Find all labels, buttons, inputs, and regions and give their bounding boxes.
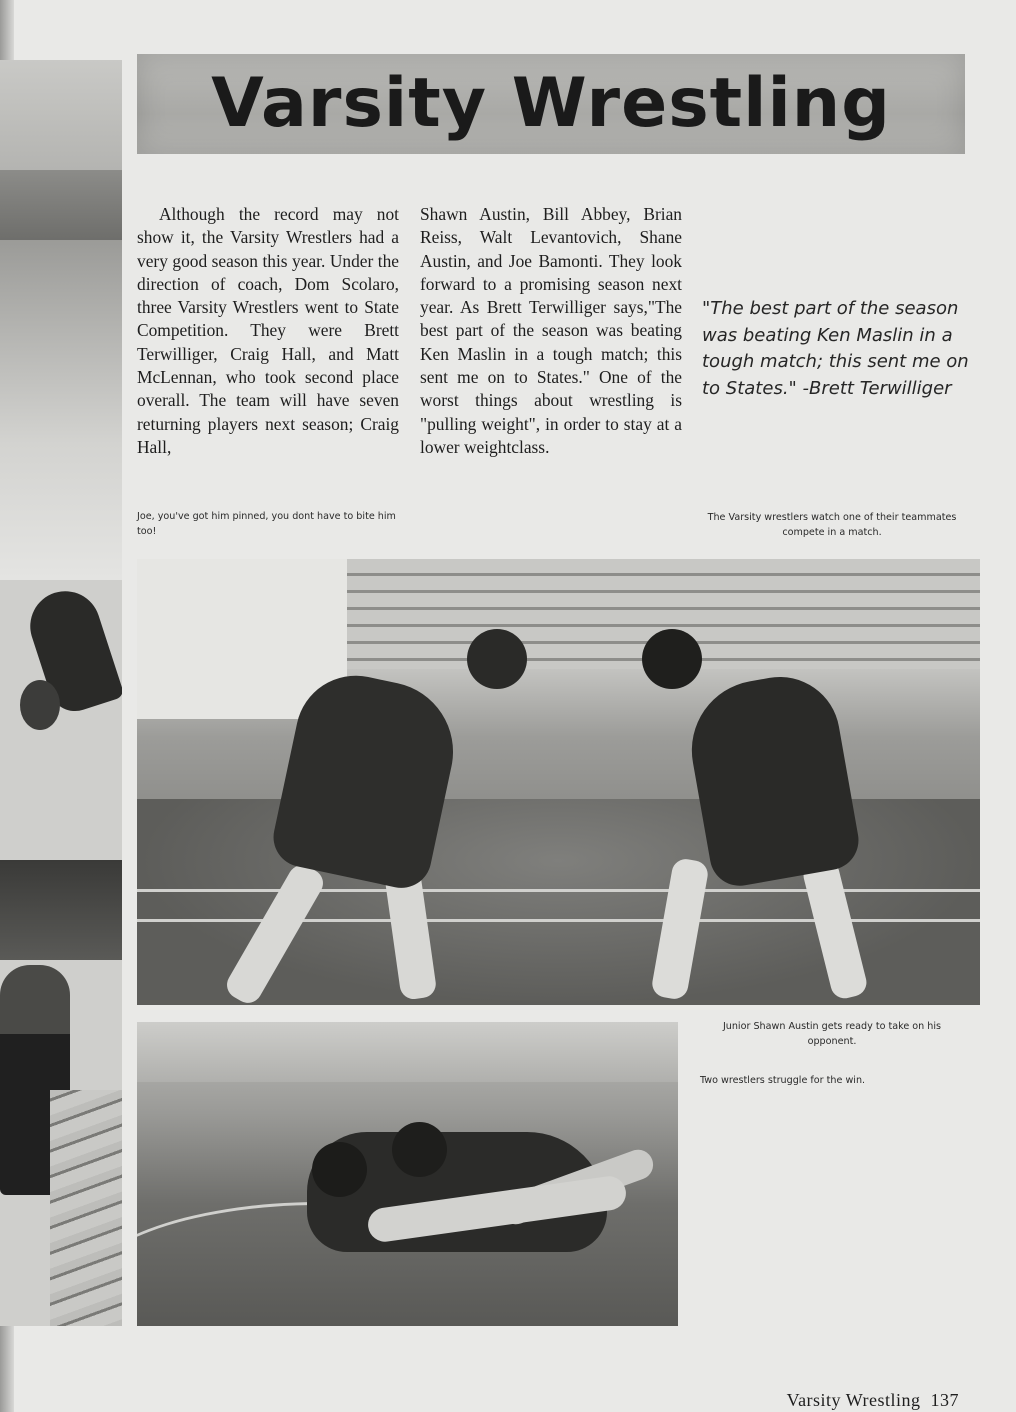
wrestlers-grappling-photo xyxy=(137,1022,678,1326)
article-column-2: Shawn Austin, Bill Abbey, Brian Reiss, Walt Levantovich, Shane Austin, and Joe Bamonti. They look forward to a promising season next year. As Brett Terwilliger says,"The best part of the season was beating Ken Maslin in a tough match; this sent me on to States." One of the worst things about wrestling is "pulling weight", in order to stay at a lower weightclass. xyxy=(420,204,682,457)
footer-section-label: Varsity Wrestling xyxy=(786,1390,921,1410)
caption-struggle: Two wrestlers struggle for the win. xyxy=(700,1075,866,1086)
caption-pinned: Joe, you've got him pinned, you dont have to bite him too! xyxy=(137,511,396,537)
caption-teammates-watch: The Varsity wrestlers watch one of their teammates compete in a match. xyxy=(707,512,957,538)
caption-shawn-austin: Junior Shawn Austin gets ready to take on his opponent. xyxy=(722,1021,942,1047)
pull-quote: "The best part of the season was beating Ken Maslin in a tough match; this sent me on to States." -Brett Terwilliger xyxy=(702,298,969,399)
article-column-1: Although the record may not show it, the Varsity Wrestlers had a very good season this year. Under the direction of coach, Dom Scolaro, three Varsity Wrestlers went to State Competition. They were Brett Terwilliger, Craig Hall, and Matt McLennan, who took second place overall. The team will have seven returning players next season; Craig Hall, xyxy=(137,204,399,457)
wrestlers-facing-off-photo xyxy=(137,559,980,1005)
left-bleed-photo xyxy=(0,60,122,1326)
page-number: 137 xyxy=(930,1390,959,1410)
page-title: Varsity Wrestling xyxy=(211,64,891,143)
page-footer xyxy=(787,1390,959,1411)
